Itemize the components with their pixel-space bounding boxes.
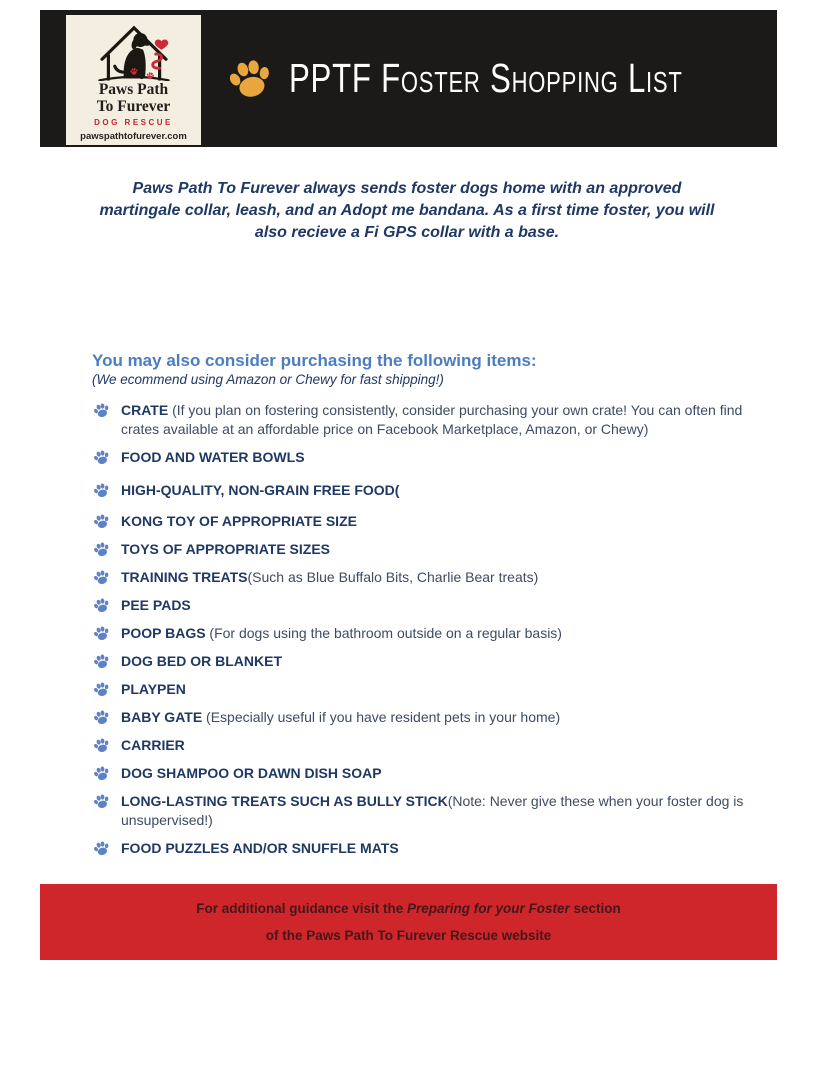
footer-line2: of the Paws Path To Furever Rescue website <box>265 927 552 943</box>
header-title-group <box>201 10 777 147</box>
list-item <box>92 448 747 467</box>
paw-bullet-icon <box>91 679 112 700</box>
logo-website: pawspathtofurever.com <box>80 131 187 142</box>
rescue-logo <box>66 15 201 145</box>
list-item <box>92 596 747 615</box>
paw-bullet-icon <box>91 838 112 859</box>
item-text: CARRIER <box>121 737 185 753</box>
item-text: HIGH-QUALITY, NON-GRAIN FREE FOOD( <box>121 482 400 498</box>
paw-bullet-icon <box>91 595 112 616</box>
item-text: KONG TOY OF APPROPRIATE SIZE <box>121 513 357 529</box>
list-item <box>92 680 747 699</box>
list-item <box>92 568 747 587</box>
paw-bullet-icon <box>91 623 112 644</box>
section-heading: You may also consider purchasing the following items: <box>92 351 537 370</box>
item-text: PEE PADS <box>121 597 191 613</box>
list-item <box>92 624 747 643</box>
paw-bullet-icon <box>91 567 112 588</box>
list-item <box>92 401 747 439</box>
footer-line1: For additional guidance visit the Preparing for your Foster section <box>196 900 621 916</box>
list-item <box>92 652 747 671</box>
intro-paragraph: Paws Path To Furever always sends foster dogs home with an approved martingale collar, leash, and an Adopt me bandana. As a first time foster, you will also recieve a Fi GPS collar with a base. <box>99 180 715 241</box>
paw-bullet-icon <box>91 707 112 728</box>
shopping-item-list <box>92 401 747 858</box>
list-item <box>92 708 747 727</box>
page-title: PPTF Foster Shopping List <box>288 55 683 101</box>
section-subheading: (We ecommend using Amazon or Chewy for fast shipping!) <box>92 372 444 387</box>
item-text: FOOD AND WATER BOWLS <box>121 449 305 465</box>
paw-bullet-icon <box>91 447 112 468</box>
paw-bullet-icon <box>91 791 112 812</box>
list-item <box>92 792 747 830</box>
paw-icon <box>222 51 278 107</box>
logo-name-line1: Paws Path <box>98 81 169 98</box>
paw-bullet-icon <box>91 539 112 560</box>
footer-banner <box>40 884 777 960</box>
paw-bullet-icon <box>91 511 112 532</box>
list-item <box>92 736 747 755</box>
item-text: FOOD PUZZLES AND/OR SNUFFLE MATS <box>121 840 399 856</box>
item-text: PLAYPEN <box>121 681 186 697</box>
paw-bullet-icon <box>91 480 112 501</box>
list-item <box>92 512 747 531</box>
item-text: BABY GATE (Especially useful if you have resident pets in your home) <box>121 709 561 725</box>
list-item <box>92 764 747 783</box>
paw-bullet-icon <box>91 400 112 421</box>
header-banner <box>40 10 777 147</box>
dog-house-logo-icon <box>75 17 193 81</box>
item-text: LONG-LASTING TREATS SUCH AS BULLY STICK(Note: Never give these when your foster dog is unsupervised!) <box>121 793 744 828</box>
item-text: DOG SHAMPOO OR DAWN DISH SOAP <box>121 765 382 781</box>
item-text: POOP BAGS (For dogs using the bathroom outside on a regular basis) <box>121 625 562 641</box>
logo-name-line2: To Furever <box>96 98 171 115</box>
list-item <box>92 839 747 858</box>
item-text: CRATE (If you plan on fostering consistently, consider purchasing your own crate! You can often find crates available at an affordable price on Facebook Marketplace, Amazon, or Chewy) <box>121 402 743 437</box>
paw-bullet-icon <box>91 763 112 784</box>
item-text: TRAINING TREATS(Such as Blue Buffalo Bits, Charlie Bear treats) <box>121 569 539 585</box>
logo-tagline: DOG RESCUE <box>94 118 173 127</box>
shopping-list-section <box>92 351 747 867</box>
item-text: DOG BED OR BLANKET <box>121 653 282 669</box>
paw-bullet-icon <box>91 735 112 756</box>
item-text: TOYS OF APPROPRIATE SIZES <box>121 541 330 557</box>
paw-bullet-icon <box>91 651 112 672</box>
list-item <box>92 481 747 500</box>
list-item <box>92 540 747 559</box>
